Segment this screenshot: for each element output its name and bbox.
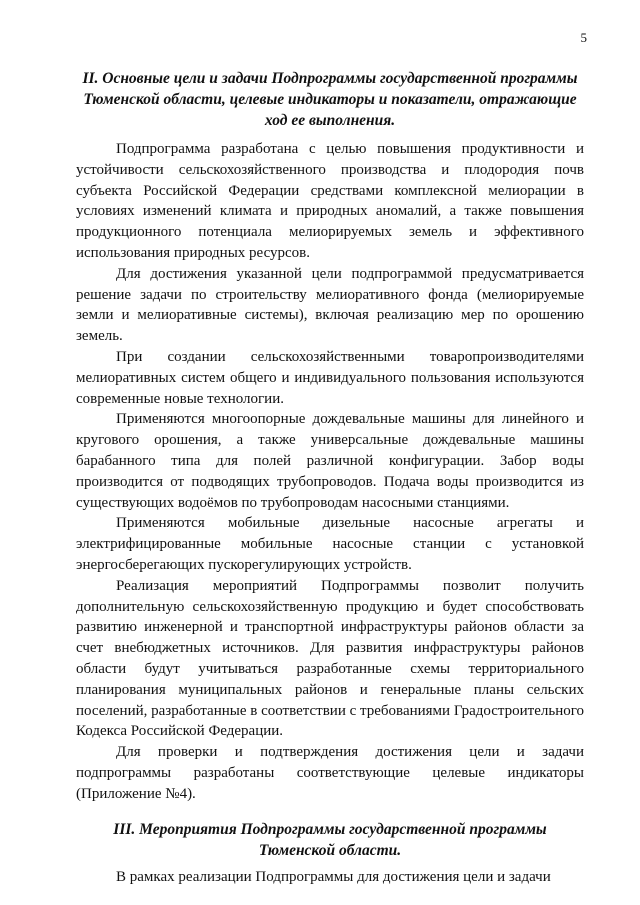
document-body	[76, 68, 584, 887]
section-2-paragraph: Для проверки и подтверждения достижения цели и задачи подпрограммы разработаны соответствующие целевые индикаторы (Приложение №4).	[76, 744, 584, 802]
section-2-paragraph: Подпрограмма разработана с целью повышения продуктивности и устойчивости сельскохозяйственного производства и плодородия почв субъекта Российской Федерации средствами комплексной мелиорации в условиях изменений климата и природных аномалий, а также повышения продукционного потенциала мелиорируемых земель и эффективного использования природных ресурсов.	[76, 141, 584, 261]
section-2-paragraph: Реализация мероприятий Подпрограммы позволит получить дополнительную сельскохозяйственную продукцию и будет способствовать развитию инженерной и транспортной инфраструктуры районов области за счет внебюджетных источников. Для развития инфраструктуры районов области будут учитываться разработанные схемы территориального планирования муниципальных районов и генеральные планы сельских поселений, разработанные в соответствии с требованиями Градостроительного Кодекса Российской Федерации.	[76, 577, 584, 740]
section-2-paragraph: Применяются многоопорные дождевальные машины для линейного и кругового орошения, а также универсальные дождевальные машины барабанного типа для полей различной конфигурации. Забор воды производится от подводящих трубопроводов. Подача воды производится из существующих водоёмов по трубопроводам насосными станциями.	[76, 411, 584, 511]
section-2-paragraph: Для достижения указанной цели подпрограммой предусматривается решение задачи по строительству мелиоративного фонда (мелиорируемые земли и мелиоративные системы), включая реализацию мер по орошению земель.	[76, 265, 584, 345]
section-2-paragraph: При создании сельскохозяйственными товаропроизводителями мелиоративных систем общего и индивидуального пользования используются современные новые технологии.	[76, 348, 584, 407]
section-3-paragraph: В рамках реализации Подпрограммы для достижения цели и задачи	[116, 868, 551, 885]
section-2-heading: II. Основные цели и задачи Подпрограммы государственной программы Тюменской области, целевые индикаторы и показатели, отражающие ход ее выполнения.	[82, 70, 578, 129]
section-3-heading: III. Мероприятия Подпрограммы государственной программы Тюменской области.	[113, 820, 547, 859]
page-number: 5	[580, 30, 587, 45]
section-2-paragraph: Применяются мобильные дизельные насосные агрегаты и электрифицированные мобильные насосные станции с установкой энергосберегающих пускорегулирующих устройств.	[76, 515, 584, 573]
